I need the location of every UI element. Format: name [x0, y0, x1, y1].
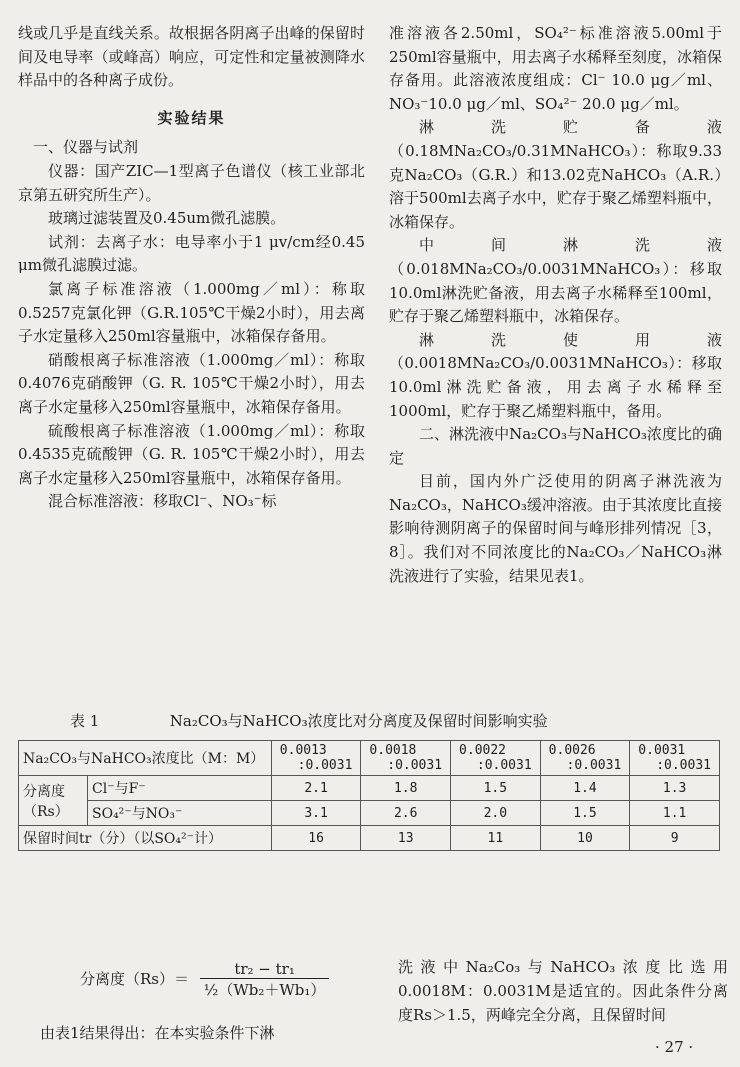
- conclusion-paragraph: 洗液中Na₂Co₃与NaHCO₃浓度比选用0.0018M：0.0031M是适宜的。因此条件分离度Rs＞1.5，两峰完全分离，且保留时间: [398, 958, 728, 1024]
- value-cell: 9: [630, 826, 720, 851]
- table-title: Na₂CO₃与NaHCO₃浓度比对分离度及保留时间影响实验: [169, 712, 548, 730]
- value-cell: 2.6: [361, 801, 451, 826]
- nitrate-standard-paragraph: 硝酸根离子标准溶液（1.000mg／ml）：称取0.4076克硝酸钾（G. R. 105℃干燥2小时），用去离子水定量移入250ml容量瓶中，冰箱保存备用。: [18, 350, 365, 416]
- formula-numerator: tr₂ − tr₁: [200, 960, 330, 979]
- value-cell: 10: [540, 826, 630, 851]
- table-row: [19, 801, 720, 826]
- ratio-cell: [451, 741, 541, 776]
- instrument-paragraph: 仪器：国产ZIC—1型离子色谱仪（核工业部北京第五研究所生产）。: [18, 161, 365, 204]
- value-cell: 16: [271, 826, 361, 851]
- value-cell: 1.1: [630, 801, 720, 826]
- ratio-numerator: 0.0031: [638, 743, 686, 758]
- row-label-cell: Cl⁻与F⁻: [88, 776, 272, 801]
- rs-label-cell: 分离度（Rs）: [19, 776, 88, 826]
- reagent-paragraph: 试剂：去离子水：电导率小于1 μv/cm经0.45 μm微孔滤膜过滤。: [18, 232, 365, 275]
- ratio-numerator: 0.0018: [369, 743, 417, 758]
- value-cell: 11: [451, 826, 541, 851]
- mixed-standard-paragraph-start: 混合标准溶液：移取Cl⁻、NO₃⁻标: [48, 492, 277, 511]
- ratio-cell: [630, 741, 720, 776]
- ratio-header-cell: Na₂CO₃与NaHCO₃浓度比（M：M）: [19, 741, 272, 776]
- ratio-subheading: 二、淋洗液中Na₂CO₃与NaHCO₃浓度比的确定: [389, 425, 722, 467]
- row-label-cell: SO₄²⁻与NO₃⁻: [88, 801, 272, 826]
- ratio-cell: [540, 741, 630, 776]
- value-cell: 1.8: [361, 776, 451, 801]
- ratio-denominator: :0.0031: [297, 758, 353, 773]
- eluent-working-paragraph: 淋洗使用液（0.0018MNa₂CO₃/0.0031MNaHCO₃）：移取10.0ml淋洗贮备液，用去离子水稀释至1000ml，贮存于聚乙烯塑料瓶中，备用。: [389, 330, 722, 420]
- table-row: [19, 826, 720, 851]
- formula-lhs: 分离度（Rs）＝: [80, 970, 189, 988]
- ratio-numerator: 0.0026: [548, 743, 596, 758]
- value-cell: 1.4: [540, 776, 630, 801]
- table-caption: [70, 710, 710, 731]
- bottom-right-column: [398, 955, 728, 1027]
- ratio-paragraph: 目前，国内外广泛使用的阴离子淋洗液为Na₂CO₃，NaHCO₃缓冲溶液。由于其浓度比直接影响待测阴离子的保留时间与峰形排列情况［3，8］。我们对不同浓度比的Na₂CO₃／NaHCO₃淋洗液进行了实验，结果见表1。: [389, 472, 722, 585]
- chloride-standard-paragraph: 氯离子标准溶液（1.000mg／ml）：称取0.5257克氯化钾（G.R.105℃干燥2小时），用去离子水定量移入250ml容量瓶中，冰箱保存备用。: [18, 279, 365, 346]
- value-cell: 1.5: [540, 801, 630, 826]
- table-row: [19, 741, 720, 776]
- ratio-numerator: 0.0022: [459, 743, 507, 758]
- filter-paragraph: 玻璃过滤装置及0.45um微孔滤膜。: [48, 209, 286, 228]
- eluent-stock-paragraph: 淋洗贮备液（0.18MNa₂CO₃/0.31MNaHCO₃）：称取9.33克Na₂CO₃（G.R.）和13.02克NaHCO₃（A.R.）溶于500ml去离子水中，贮存于聚乙烯塑料瓶中，冰箱保存。: [389, 118, 722, 231]
- formula-denominator: ½（Wb₂＋Wb₁）: [203, 981, 326, 999]
- ratio-cell: [361, 741, 451, 776]
- instruments-subheading: 一、仪器与试剂: [33, 138, 139, 157]
- ratio-cell: [271, 741, 361, 776]
- resolution-formula: [80, 960, 329, 1000]
- value-cell: 2.1: [271, 776, 361, 801]
- ratio-denominator: :0.0031: [566, 758, 622, 773]
- left-column: [18, 22, 365, 514]
- results-heading: 实验结果: [157, 108, 226, 127]
- ratio-numerator: 0.0013: [279, 743, 327, 758]
- mixed-standard-paragraph-cont: 准溶液各2.50ml，SO₄²⁻标准溶液5.00ml于250ml容量瓶中，用去离子水稀释至刻度，冰箱保存备用。此溶液浓度组成：Cl⁻ 10.0 μg／ml、NO₃⁻10.0 μg／ml、SO₄²⁻ 20.0 μg／ml。: [389, 24, 722, 113]
- value-cell: 1.3: [630, 776, 720, 801]
- bottom-left-text: 由表1结果得出：在本实验条件下淋: [40, 1024, 275, 1042]
- table-label: 表 1: [70, 712, 100, 730]
- right-column: [389, 22, 722, 588]
- value-cell: 3.1: [271, 801, 361, 826]
- results-table: [18, 740, 720, 851]
- page-number: · 27 ·: [655, 1038, 694, 1056]
- value-cell: 2.0: [451, 801, 541, 826]
- value-cell: 13: [361, 826, 451, 851]
- table-row: [19, 776, 720, 801]
- formula-fraction: [200, 960, 330, 1000]
- eluent-intermediate-paragraph: 中间淋洗液（0.018MNa₂CO₃/0.0031MNaHCO₃）：移取10.0ml淋洗贮备液，用去离子水稀释至100ml，贮存于聚乙烯塑料瓶中，冰箱保存。: [389, 236, 722, 326]
- value-cell: 1.5: [451, 776, 541, 801]
- ratio-denominator: :0.0031: [387, 758, 443, 773]
- ratio-denominator: :0.0031: [656, 758, 711, 773]
- sulfate-standard-paragraph: 硫酸根离子标准溶液（1.000mg／ml）：称取0.4535克硫酸钾（G. R. 105℃干燥2小时），用去离子水定量移入250ml容量瓶中，冰箱保存备用。: [18, 421, 365, 487]
- retention-label-cell: 保留时间tr（分）（以SO₄²⁻计）: [19, 826, 272, 851]
- ratio-denominator: :0.0031: [476, 758, 532, 773]
- intro-paragraph: 线或几乎是直线关系。故根据各阴离子出峰的保留时间及电导率（或峰高）响应，可定性和定量被测降水样品中的各种离子成份。: [18, 24, 365, 90]
